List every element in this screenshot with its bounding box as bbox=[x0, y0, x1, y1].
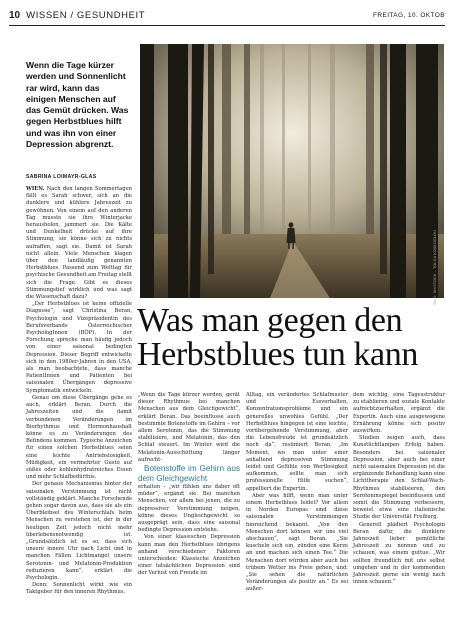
paragraph: Denn: Sonnenlicht wirkt wie ein Taktgeber für den inneren Rhythmus. bbox=[26, 582, 132, 596]
photo-credit: BILD: SN/STOCK – TOLGA KOSEOGLOU bbox=[433, 230, 437, 305]
paragraph: Studien zeigen auch, dass Kunstlichtlampen Erfolg haben. Besonders bei saisonaler Depression, aber auch bei einer nicht saisonalen Depression ist die ergänzende Behandlung kann eine Lichttherapie den Schlaf-Wach-Rhythmus stabilisieren, den Serotoninspiegel beeinflussen und somit die Stimmung verbessern, beweist etwa eine italienische Studie der Universität Freiburg. bbox=[353, 435, 445, 521]
article-subhead: Botenstoffe im Gehirn aus dem Gleichgewicht bbox=[138, 464, 240, 484]
issue-date: FREITAG, 10. OKTOB bbox=[373, 11, 445, 19]
paragraph: Generell plädiert Psychologin Beran dafür, die dunklere Jahreszeit lieber gemütliche Jahreszeit zu nennen und zu schauen, was einem guttue. „Wir sollten freundlich mit uns selbst umgehen und in der kommenden Jahreszeit gerne ein wenig nach innen schauen.“ bbox=[353, 521, 445, 586]
column-1 bbox=[26, 186, 132, 597]
forest-photo bbox=[140, 44, 444, 298]
paragraph: Genau um diese Übergänge gehe es auch, erklärt Beran. Durch die Jahreszeiten und die damit verbundenen Veränderungen im Biorhythmus und Hormonhaushalt könne es zu Veränderungen des Befindens kommen. Typische Anzeichen für einen solchen Herbstblues seien eine leichte Antriebslosigkeit, Müdigkeit, ein vermehrter Gusto auf süßes oder kohlenhydratreiches Essen und mehr Schlafbedürfnis. bbox=[26, 394, 132, 481]
dateline: WIEN. bbox=[26, 186, 45, 192]
page-header bbox=[9, 8, 445, 22]
paragraph: erhalten – „wir fühlen uns daher oft müder“, ergänzt sie. Bei manchen Menschen, vor allem bei jenen, die zu depressiver Verstimmung neigen, könne dieses Ungleichgewicht so ausgeprägt sein, dass eine saisonal bedingte Depression entstehe. bbox=[138, 484, 240, 534]
paragraph: WIEN. Nach den langen Sommertagen fällt es Sarah schwer, sich an die dunklere und kühlere Jahreszeit zu gewöhnen. Von einem auf den anderen Tag musste sie ihre Winterjacke herausholen, jammert sie. Die Kälte und Dunkelheit drücke auf ihre Stimmung, sie könne sich zu nichts aufraffen, sagt sie. Damit ist Sarah nicht allein. Viele Menschen klagen über den landläufig genannten Herbstblues. Passend zum Welttag für psychische Gesundheit am Freitag stellt sich die Frage: Gibt es dieses Stimmungstief wirklich und was sagt die Wissenschaft dazu? bbox=[26, 186, 132, 301]
article-headline: Was man gegen den Herbstblues tun kann bbox=[137, 302, 418, 373]
paragraph: „Wenn die Tage kürzer werden, gerät dieser Rhythmus bei manchen Menschen aus dem Gleichgewicht“, erklärt Beran. Das beeinflusse auch bestimmte Botenstoffe im Gehirn – vor allem Serotonin, das die Stimmung stabilisiere, und Melatonin, das den Schlaf steuert. Im Winter wird die Melatonin-Ausschüttung länger aufrecht- bbox=[138, 392, 240, 463]
column-4 bbox=[353, 392, 445, 586]
paragraph: Alltag, ein verändertes Schlafmuster und Essverhalten, Konzentrationsprobleme und ein generelles unwohles Gefühl. „Der Herbstblues hingegen ist eine leichte, vorübergehende Verstimmung, aber die Lebensfreude ist grundsätzlich noch da“, resümiert Beran. „Im Moment, wo man unter einer anhaltend depressiven Stimmung leidet und Gefühle von Wertlosigkeit aufkommen, sollte man sich professionelle Hilfe suchen“, appelliert die Expertin. bbox=[246, 392, 348, 492]
section-title: WISSEN / GESUNDHEIT bbox=[26, 9, 146, 21]
column-2 bbox=[138, 392, 240, 578]
paragraph: Aber was hilft, wenn man unter einem Herbstblues leidet? Vor allem in Norden Europas sind diese saisonalen Verstimmungen hinreichend bekannt. „Von den Menschen dort können wir uns viel abschauen“, sagt Beran. „Sie kuscheln sich ein, zünden eine Kerze an und machen sich einen Tee.“ Die Menschen dort würden aber auch bei trübem Wetter ins Freie gehen, und: „Sie sehen die natürlichen Veränderungen als positiv an.“ Es sei außer- bbox=[246, 492, 348, 593]
paragraph: „Der Herbstblues ist keine offizielle Diagnose“, sagt Christina Beran, Psychologin und Vizepräsidentin des Berufsverbands Österreichischer PsychologInnen (BÖP). In der Forschung spreche man häufig jedoch von einer saisonal bedingten Depression. Dieser Begriff entwickelte sich in den 1980er-Jahren in den USA, als man beobachtete, dass manche PatientInnen und Patienten bei saisonalen Übergängen depressive Symptomatik entwickeln. bbox=[26, 301, 132, 394]
header-rule bbox=[9, 25, 445, 26]
page-number: 10 bbox=[9, 9, 21, 21]
paragraph: Von einer klassischen Depression kann man den Herbstblues übrigens anhand verschiedener Faktoren unterscheiden: Klassische Anzeichen einer tatsächlichen Depression sind der Verlust von Freude im bbox=[138, 534, 240, 577]
paragraph: Der genaue Mechanismus hinter der saisonalen Verstimmung ist nicht vollständig geklärt. Manche Forschende gehen sogar davon aus, dass sie als ein Überbleibsel des Winterschlafs beim Menschen zu verstehen ist, der in der heutigen Zeit jedoch nicht mehr überlebensnotwendig ist. „Grundsätzlich ist es so, dass sich unsere innere Uhr nach Licht und in manchen Fällen Lichtmangel unsere Serotonin- und Melatonin-Produktion reduzieren kann“, erklärt die Psychologin. bbox=[26, 481, 132, 581]
article-byline: SABRINA LOIMAYR-GLAS bbox=[26, 174, 97, 180]
paragraph: dem wichtig, eine Tagesstruktur zu etablieren und soziale Kontakte aufrechtzuerhalten, ergänzt die Expertin. Auch eine ausgewogene Ernährung könne sich positiv auswirken. bbox=[353, 392, 445, 435]
column-3 bbox=[246, 392, 348, 594]
article-intro: Wenn die Tage kürzer werden und Sonnenlicht rar wird, kann das einigen Menschen auf das Gemüt drücken. Was gegen Herbstblues hilft und was ihn von einer Depression abgrenzt. bbox=[26, 60, 129, 150]
